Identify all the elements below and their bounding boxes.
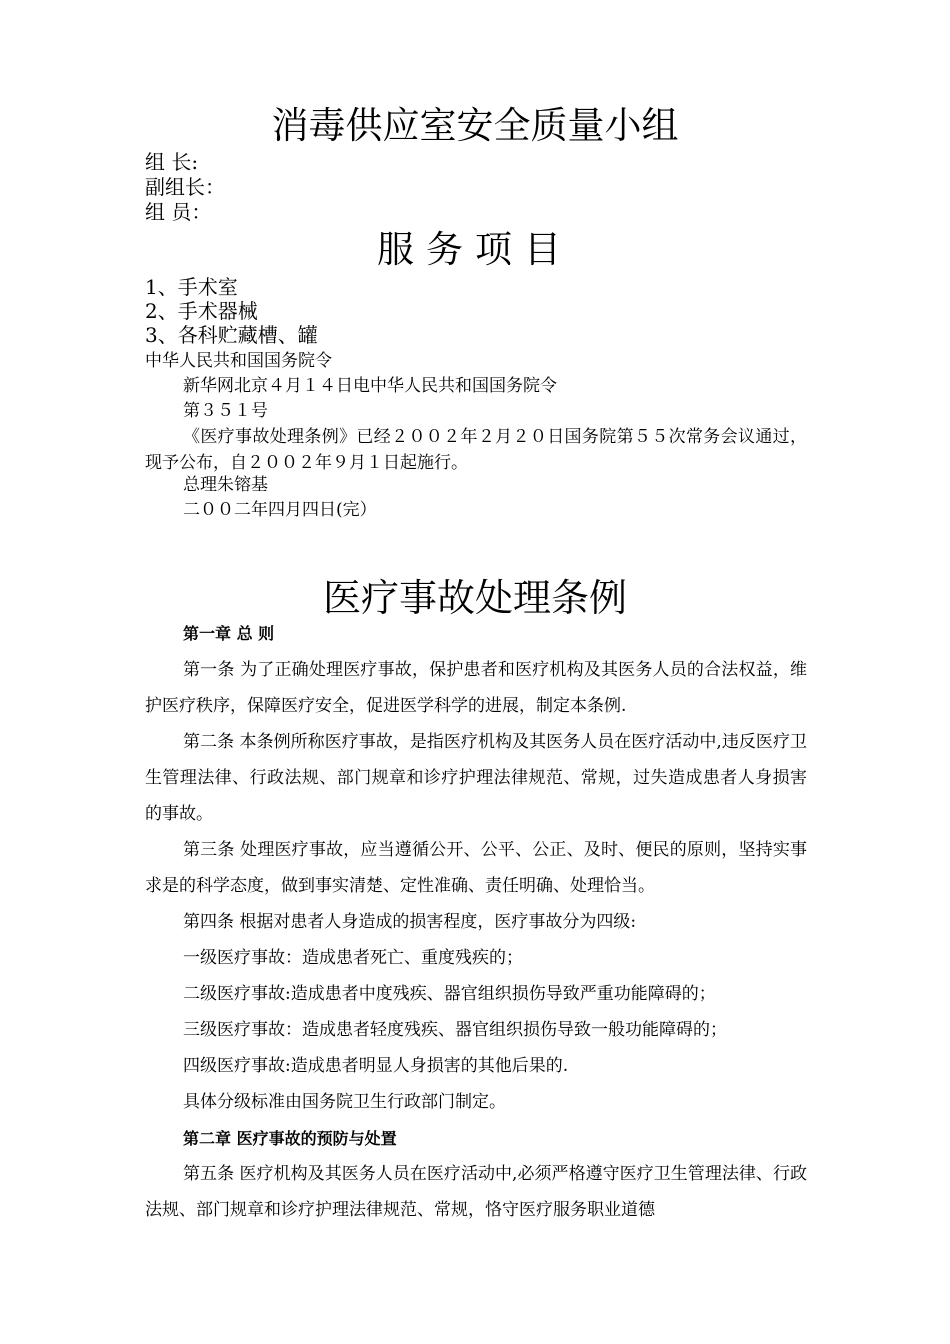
group-member-label: 组 员： bbox=[145, 200, 212, 224]
decree-dateline: 新华网北京４月１４日电中华人民共和国国务院令 bbox=[183, 376, 557, 396]
service-title: 服务项目 bbox=[377, 228, 573, 271]
article-3: 第三条 处理医疗事故，应当遵循公开、公平、公正、及时、便民的原则，坚持实事求是的科学态度，做到事实清楚、定性准确、责任明确、处理恰当。 bbox=[145, 840, 807, 896]
article-5: 第五条 医疗机构及其医务人员在医疗活动中,必须严格遵守医疗卫生管理法律、行政法规、部门规章和诊疗护理法律规范、常规，恪守医疗服务职业道德 bbox=[145, 1164, 807, 1220]
chapter-1-heading: 第一章 总 则 bbox=[183, 624, 275, 643]
article-2: 第二条 本条例所称医疗事故，是指医疗机构及其医务人员在医疗活动中,违反医疗卫生管理法律、行政法规、部门规章和诊疗护理法律规范、常规，过失造成患者人身损害的事故。 bbox=[145, 732, 807, 824]
article-4: 第四条 根据对患者人身造成的损害程度，医疗事故分为四级: bbox=[183, 912, 637, 932]
decree-signer: 总理朱镕基 bbox=[183, 475, 268, 495]
service-item-2: 2、手术器械 bbox=[145, 299, 258, 323]
group-title: 消毒供应室安全质量小组 bbox=[271, 104, 679, 147]
decree-number: 第３５１号 bbox=[183, 401, 268, 421]
group-deputy-label: 副组长： bbox=[145, 175, 225, 199]
article-1: 第一条 为了正确处理医疗事故，保护患者和医疗机构及其医务人员的合法权益，维护医疗秩序，保障医疗安全，促进医学科学的进展，制定本条例. bbox=[145, 660, 807, 716]
service-item-3: 3、各科贮藏槽、罐 bbox=[145, 323, 318, 347]
regulation-title: 医疗事故处理条例 bbox=[322, 576, 627, 620]
accident-level-1: 一级医疗事故：造成患者死亡、重度残疾的； bbox=[183, 948, 523, 968]
grading-standard-note: 具体分级标准由国务院卫生行政部门制定。 bbox=[183, 1092, 506, 1112]
accident-level-4: 四级医疗事故:造成患者明显人身损害的其他后果的. bbox=[183, 1056, 569, 1076]
accident-level-3: 三级医疗事故：造成患者轻度残疾、器官组织损伤导致一般功能障碍的； bbox=[183, 1020, 727, 1040]
decree-body: 《医疗事故处理条例》已经２００２年２月２０日国务院第５５次常务会议通过，现予公布，自２００２年９月１日起施行。 bbox=[145, 427, 807, 473]
decree-date: 二００二年四月四日(完） bbox=[183, 500, 377, 520]
chapter-2-heading: 第二章 医疗事故的预防与处置 bbox=[183, 1129, 397, 1148]
accident-level-2: 二级医疗事故:造成患者中度残疾、器官组织损伤导致严重功能障碍的； bbox=[183, 984, 716, 1004]
decree-header: 中华人民共和国国务院令 bbox=[145, 351, 332, 371]
group-leader-label: 组 长: bbox=[145, 150, 199, 174]
service-item-1: 1、手术室 bbox=[145, 275, 238, 299]
